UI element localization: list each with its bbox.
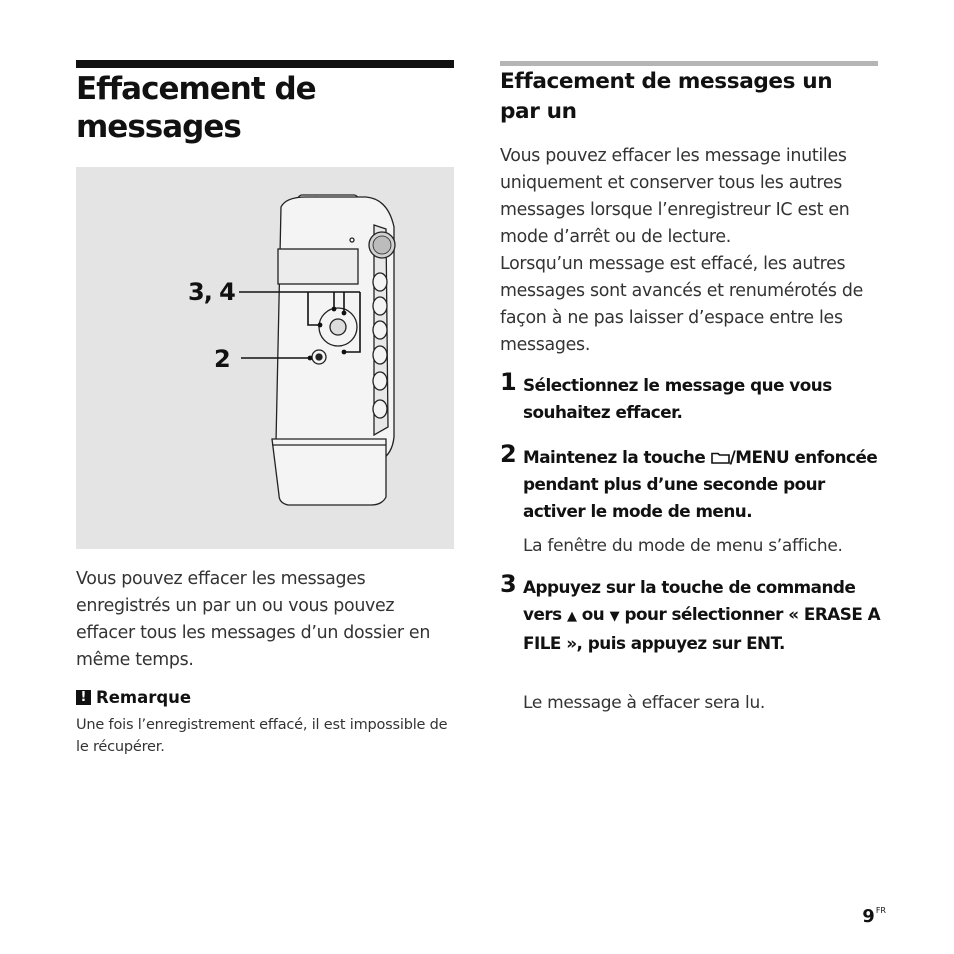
step-3-text-c: pour sélectionner « ERASE A FILE », puis appuyez sur ENT. [523,604,881,653]
warning-icon: ! [76,690,91,705]
device-illustration [76,167,454,549]
ic-recorder-drawing [76,167,454,549]
section-intro [500,143,880,359]
page-number-value: 9 [862,906,875,927]
remark-title: Remarque [96,688,192,707]
callout-3-4: 3, 4 [188,278,235,306]
up-arrow-icon: ▲ [566,609,577,624]
page-title-line2: messages [76,109,241,145]
step-3-note: Le message à effacer sera lu. [523,693,766,713]
page-language: FR [875,906,886,915]
step-3-text-a: Appuyez sur la touche de commande vers [523,577,856,624]
intro-paragraph-left: Vous pouvez effacer les messages enregistrés un par un ou vous pouvez effacer tous les messages d’un dossier en même temps. [76,569,431,670]
step-3-number: 3 [500,570,517,598]
step-1-number: 1 [500,368,517,396]
remark-heading [76,688,191,707]
callout-2: 2 [214,345,230,373]
step-2-number: 2 [500,440,517,468]
intro-paragraph-1: Vous pouvez effacer les message inutiles uniquement et conserver tous les autres messages lorsque l’enregistreur IC est en mode d’arrêt ou de lecture. [500,146,850,247]
section-rule [500,61,878,66]
page-title-line1: Effacement de [76,71,316,107]
down-arrow-icon: ▼ [609,609,620,624]
remark-text: Une fois l’enregistrement effacé, il est impossible de le récupérer. [76,717,448,755]
page-title [76,70,456,146]
page-number [862,906,886,927]
step-3-text-b: ou [576,604,610,624]
title-rule [76,60,454,68]
step-2-text-after: /MENU enfoncée pendant plus d’une seconde pour activer le mode de menu. [523,447,878,521]
step-2-note: La fenêtre du mode de menu s’affiche. [523,536,843,556]
step-2-text [523,444,883,525]
step-3-text [523,574,883,657]
folder-icon [711,451,730,464]
intro-paragraph-2: Lorsqu’un message est effacé, les autres messages sont avancés et renumérotés de façon à ne pas laisser d’espace entre les messages. [500,254,864,355]
step-2-text-before: Maintenez la touche [523,447,711,467]
section-title: Effacement de messages un par un [500,69,833,124]
step-1-text: Sélectionnez le message que vous souhaitez effacer. [523,375,832,422]
